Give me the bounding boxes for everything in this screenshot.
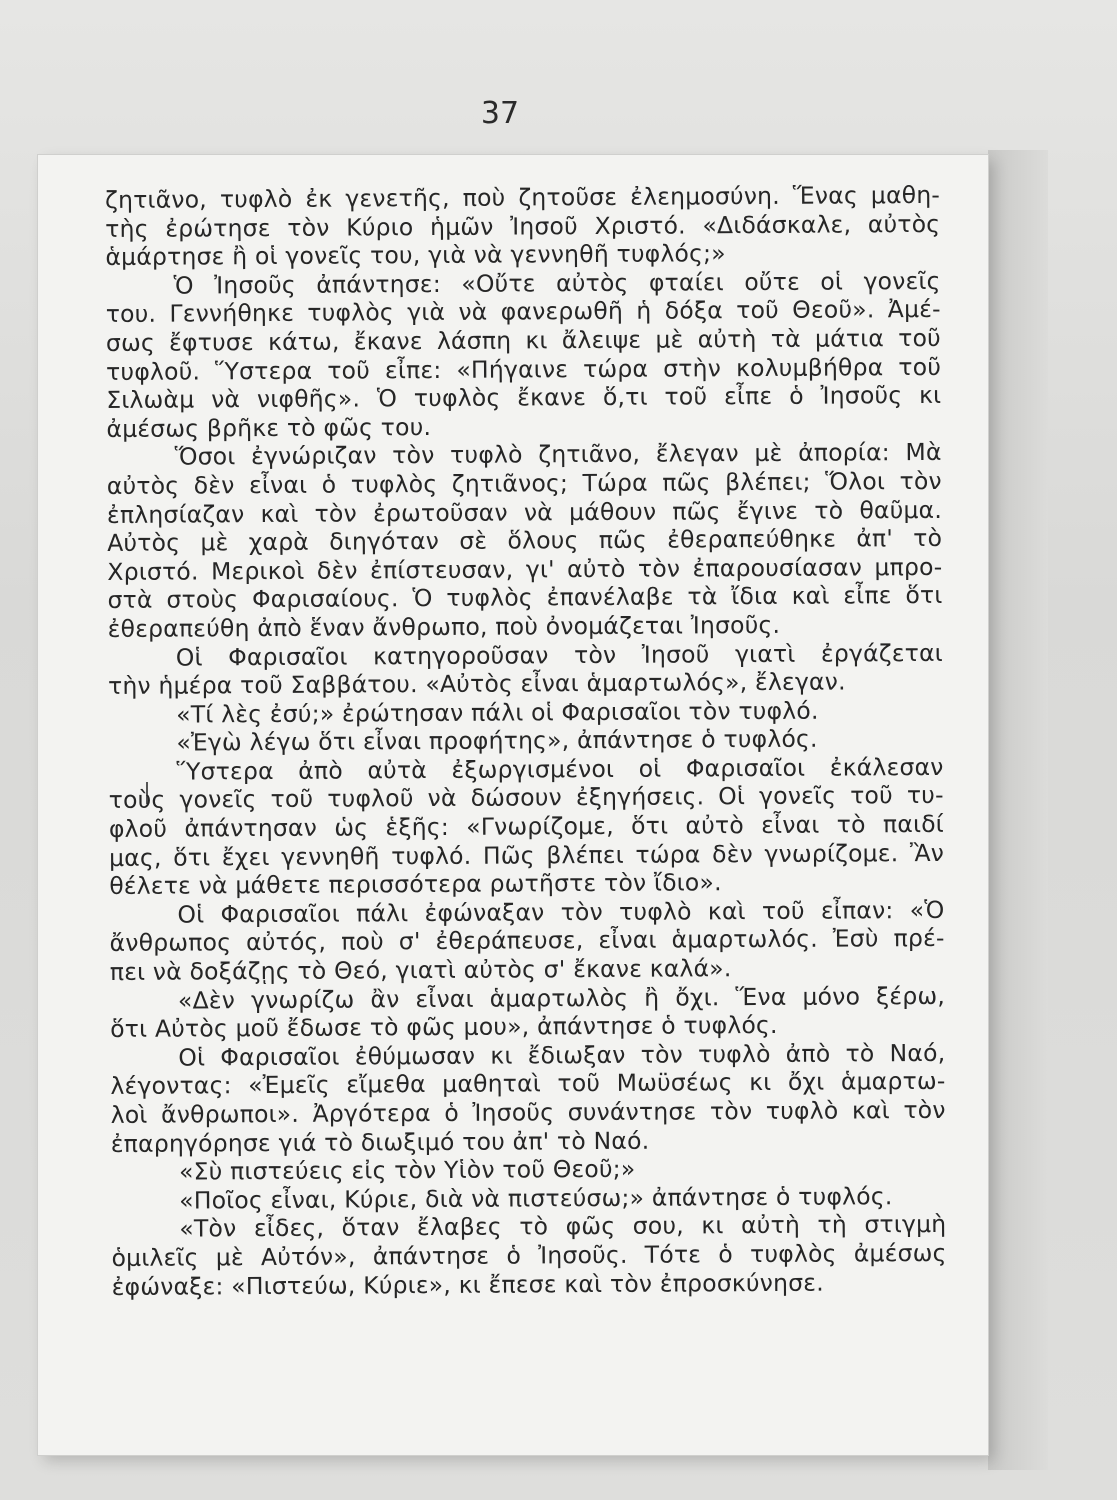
text-line: ἐφώναξε: «Πιστεύω, Κύριε», κι ἔπεσε καὶ τὸν ἐπροσκύνησε. <box>111 1268 824 1301</box>
page-number: 37 <box>480 96 520 131</box>
text-line: ἁμάρτησε ἢ οἱ γονεῖς του, γιὰ νὰ γεννηθῆ τυφλός;» <box>105 239 726 272</box>
text-line: ἐπλησίαζαν καὶ τὸν ἐρωτοῦσαν νὰ μάθουν πῶς ἔγινε τὸ θαῦμα. <box>106 495 943 529</box>
text-line: Οἱ Φαρισαῖοι ἐθύμωσαν κι ἔδιωξαν τὸν τυφλὸ ἀπὸ τὸ Ναό, <box>178 1038 946 1072</box>
text-line: Χριστό. Μερικοὶ δὲν ἐπίστευσαν, γι' αὐτὸ τὸν ἐπαρουσίασαν μπρο- <box>107 552 943 586</box>
text-line: «Σὺ πιστεύεις εἰς τὸν Υἱὸν τοῦ Θεοῦ;» <box>178 1154 636 1186</box>
text-line: τυφλοῦ. Ὕστερα τοῦ εἶπε: «Πήγαινε τώρα στὴν κολυμβήθρα τοῦ <box>106 352 942 386</box>
text-line: Οἱ Φαρισαῖοι πάλι ἐφώναξαν τὸν τυφλὸ καὶ τοῦ εἶπαν: «Ὁ <box>177 895 945 929</box>
text-line: «Τί λὲς ἐσύ;» ἐρώτησαν πάλι οἱ Φαρισαῖοι τὸν τυφλό. <box>176 696 819 729</box>
text-line: τὴν ἡμέρα τοῦ Σαββάτου. «Αὐτὸς εἶναι ἁμαρτωλός», ἔλεγαν. <box>107 667 846 701</box>
text-line: τοὺς γονεῖς τοῦ τυφλοῦ νὰ δώσουν ἐξηγήσεις. Οἱ γονεῖς τοῦ τυ- <box>108 781 944 815</box>
text-line: αὐτὸς δὲν εἶναι ὁ τυφλὸς ζητιᾶνος; Τώρα πῶς βλέπει; Ὅλοι τὸν <box>106 466 942 500</box>
text-line: λέγοντας: «Ἐμεῖς εἴμεθα μαθηταὶ τοῦ Μωϋσέως κι ὄχι ἁμαρτω- <box>110 1067 946 1101</box>
text-line: ὅτι Αὐτὸς μοῦ ἔδωσε τὸ φῶς μου», ἀπάντησε ὁ τυφλός. <box>110 1011 778 1044</box>
text-line: ὁμιλεῖς μὲ Αὐτόν», ἀπάντησε ὁ Ἰησοῦς. Τότε ὁ τυφλὸς ἀμέσως <box>111 1238 947 1272</box>
text-line: μας, ὅτι ἔχει γεννηθῆ τυφλό. Πῶς βλέπει τώρα δὲν γνωρίζομε. Ἂν <box>109 838 945 872</box>
text-line: ἐθεραπεύθη ἀπὸ ἕναν ἄνθρωπο, ποὺ ὀνομάζεται Ἰησοῦς. <box>107 610 781 643</box>
text-line: «Δὲν γνωρίζω ἂν εἶναι ἁμαρτωλὸς ἢ ὄχι. Ἕνα μόνο ξέρω, <box>177 981 946 1015</box>
body-text <box>105 181 947 1301</box>
text-line: ζητιᾶνο, τυφλὸ ἐκ γενετῆς, ποὺ ζητοῦσε ἐλεημοσύνη. Ἕνας μαθη- <box>105 180 941 214</box>
text-line: ἀμέσως βρῆκε τὸ φῶς του. <box>106 412 432 443</box>
text-line: του. Γεννήθηκε τυφλὸς γιὰ νὰ φανερωθῆ ἡ δόξα τοῦ Θεοῦ». Ἀμέ- <box>105 295 941 329</box>
text-line: λοὶ ἄνθρωποι». Ἀργότερα ὁ Ἰησοῦς συνάντησε τὸν τυφλὸ καὶ τὸν <box>110 1095 946 1129</box>
text-line: ἄνθρωπος αὐτός, ποὺ σ' ἐθεράπευσε, εἶναι ἁμαρτωλός. Ἐσὺ πρέ- <box>109 924 945 958</box>
paper-edge-shadow <box>988 150 1048 1470</box>
text-line: στὰ στοὺς Φαρισαίους. Ὁ τυφλὸς ἐπανέλαβε τὰ ἴδια καὶ εἶπε ὅτι <box>107 581 943 615</box>
text-line: ἐπαρηγόρησε γιά τὸ διωξιμό του ἀπ' τὸ Ναό. <box>110 1126 650 1158</box>
text-line: «Τὸν εἶδες, ὅταν ἔλαβες τὸ φῶς σου, κι αὐτὴ τὴ στιγμὴ <box>179 1210 947 1243</box>
text-line: φλοῦ ἀπάντησαν ὡς ἑξῆς: «Γνωρίζομε, ὅτι αὐτὸ εἶναι τὸ παιδί <box>108 809 944 844</box>
text-line: Οἱ Φαρισαῖοι κατηγοροῦσαν τὸν Ἰησοῦ γιατὶ ἐργάζεται <box>175 638 943 672</box>
text-line: Ὁ Ἰησοῦς ἀπάντησε: «Οὔτε αὐτὸς φταίει οὔτε οἱ γονεῖς <box>173 266 941 300</box>
text-line: Σιλωὰμ νὰ νιφθῆς». Ὁ τυφλὸς ἔκανε ὅ,τι τοῦ εἶπε ὁ Ἰησοῦς κι <box>106 381 942 415</box>
text-line: θέλετε νὰ μάθετε περισσότερα ρωτῆστε τὸν ἴδιο». <box>109 868 722 901</box>
text-line: «Ποῖος εἶναι, Κύριε, διὰ νὰ πιστεύσω;» ἀπάντησε ὁ τυφλός. <box>179 1181 893 1215</box>
text-line: σως ἔφτυσε κάτω, ἔκανε λάσπη κι ἄλειψε μὲ αὐτὴ τὰ μάτια τοῦ <box>105 323 942 357</box>
text-line: τὴς ἐρώτησε τὸν Κύριο ἡμῶν Ἰησοῦ Χριστό. «Διδάσκαλε, αὐτὸς <box>105 209 941 243</box>
text-line: πει νὰ δοξάζῃς τὸ Θεό, γιατὶ αὐτὸς σ' ἔκανε καλά». <box>109 954 732 987</box>
text-line: Αὐτὸς μὲ χαρὰ διηγόταν σὲ ὅλους πῶς ἐθεραπεύθηκε ἀπ' τὸ <box>107 524 943 558</box>
text-line: «Ἐγὼ λέγω ὅτι εἶναι προφήτης», ἀπάντησε ὁ τυφλός. <box>176 724 818 757</box>
text-line: Ὅσοι ἐγνώριζαν τὸν τυφλὸ ζητιᾶνο, ἔλεγαν μὲ ἀπορία: Μὰ <box>174 438 942 471</box>
text-line: Ὕστερα ἀπὸ αὐτὰ ἐξωργισμένοι οἱ Φαρισαῖοι ἐκάλεσαν <box>176 752 944 786</box>
